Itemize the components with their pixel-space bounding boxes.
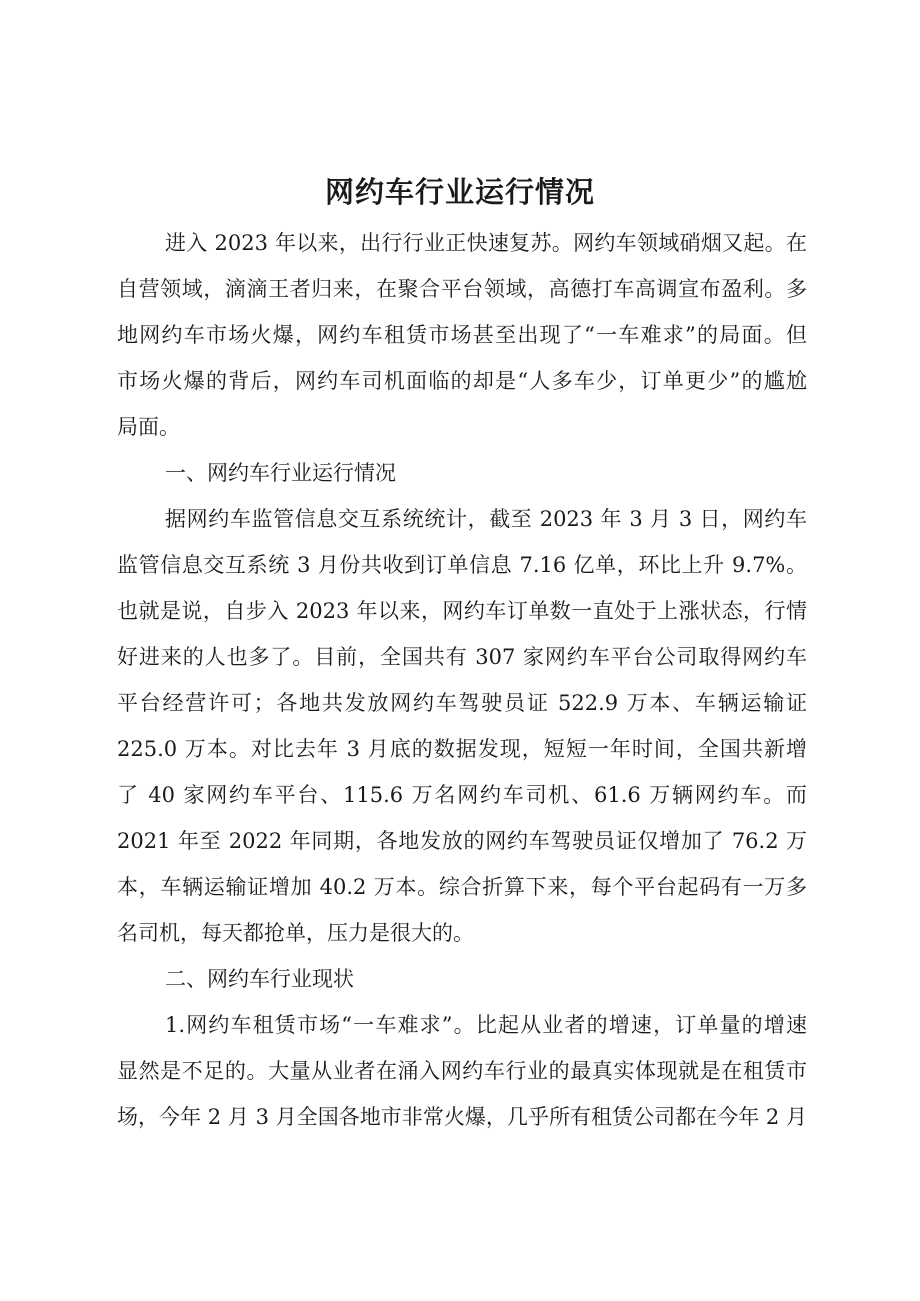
text-line: 好进来的人也多了。目前，全国共有 307 家网约车平台公司取得网约车	[117, 645, 807, 669]
text-line: 平台经营许可；各地共发放网约车驾驶员证 522.9 万本、车辆运输证	[117, 691, 807, 715]
text-line: 进入 2023 年以来，出行行业正快速复苏。网约车领域硝烟又起。在	[165, 231, 807, 255]
text-line: 监管信息交互系统 3 月份共收到订单信息 7.16 亿单，环比上升 9.7%。	[117, 553, 807, 577]
paragraph	[117, 1002, 807, 1140]
text-line: 市场火爆的背后，网约车司机面临的却是“人多车少，订单更少”的尴尬	[117, 369, 807, 393]
text-line: 场，今年 2 月 3 月全国各地市非常火爆，几乎所有租赁公司都在今年 2 月	[117, 1105, 807, 1129]
text-line: 2021 年至 2022 年同期，各地发放的网约车驾驶员证仅增加了 76.2 万	[117, 829, 807, 853]
text-line: 局面。	[117, 415, 180, 439]
document-title: 网约车行业运行情况	[324, 175, 595, 209]
text-line: 也就是说，自步入 2023 年以来，网约车订单数一直处于上涨状态，行情	[117, 599, 807, 623]
paragraph	[117, 220, 807, 450]
text-line: 225.0 万本。对比去年 3 月底的数据发现，短短一年时间，全国共新增	[117, 737, 807, 761]
text-line: 显然是不足的。大量从业者在涌入网约车行业的最真实体现就是在租赁市	[117, 1059, 807, 1083]
text-line: 名司机，每天都抢单，压力是很大的。	[117, 921, 474, 945]
text-line: 自营领域，滴滴王者归来，在聚合平台领域，高德打车高调宣布盈利。多	[117, 277, 807, 301]
text-line: 地网约车市场火爆，网约车租赁市场甚至出现了“一车难求”的局面。但	[117, 323, 807, 347]
text-line: 1.网约车租赁市场“一车难求”。比起从业者的增速，订单量的增速	[165, 1013, 807, 1037]
paragraph	[117, 496, 807, 956]
text-line: 据网约车监管信息交互系统统计，截至 2023 年 3 月 3 日，网约车	[165, 507, 807, 531]
text-line: 了 40 家网约车平台、115.6 万名网约车司机、61.6 万辆网约车。而	[117, 783, 807, 807]
section-heading: 二、网约车行业现状	[165, 967, 354, 991]
section-heading: 一、网约车行业运行情况	[165, 461, 396, 485]
text-line: 本，车辆运输证增加 40.2 万本。综合折算下来，每个平台起码有一万多	[117, 875, 807, 899]
document-body	[117, 220, 807, 1140]
